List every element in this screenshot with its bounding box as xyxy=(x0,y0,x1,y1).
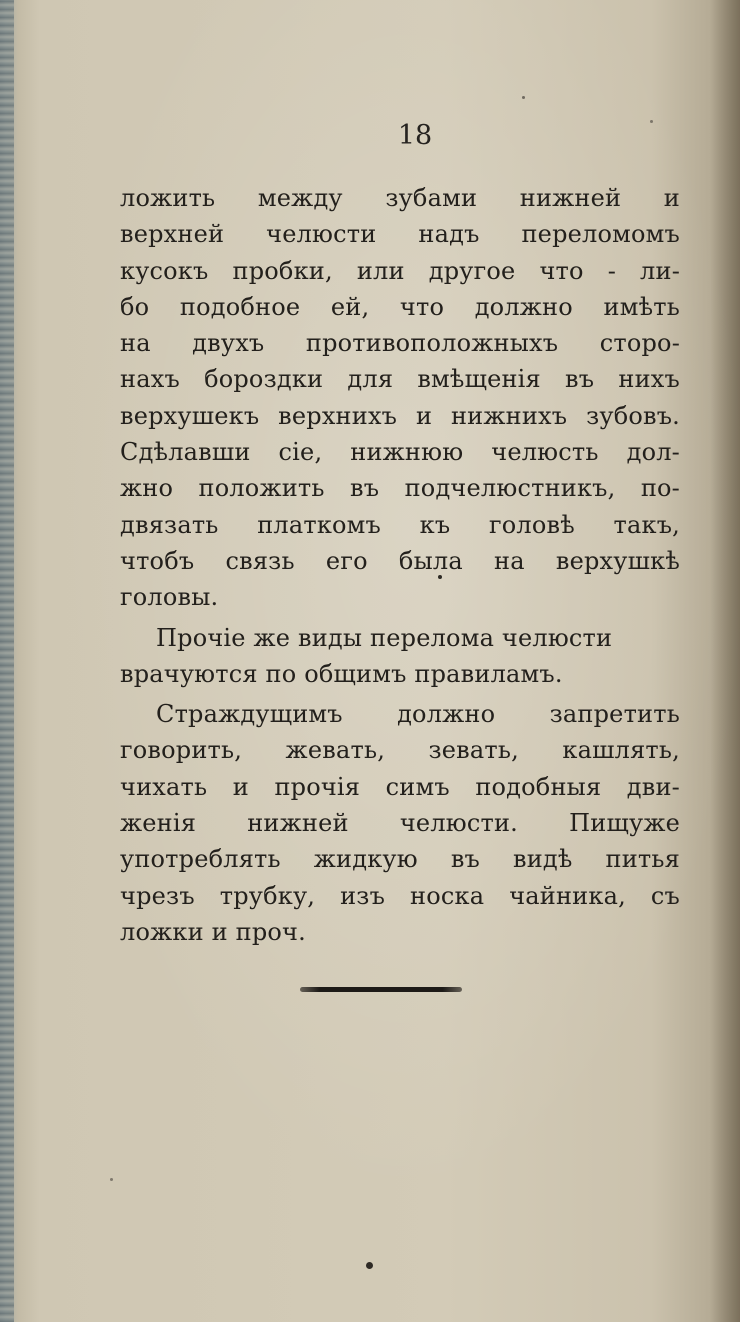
text-line: жно положить въ подчелюстникъ, по- xyxy=(120,474,680,503)
text-line: верхушекъ верхнихъ и нижнихъ зубовъ. xyxy=(120,401,680,430)
ink-speck xyxy=(438,575,442,579)
text-line: употреблять жидкую въ видѣ питья xyxy=(120,845,680,874)
text-line: Сдѣлавши сіе, нижнюю челюсть дол- xyxy=(120,438,680,467)
text-line: кусокъ пробки, или другое что - ли- xyxy=(120,256,680,285)
text-line: на двухъ противоположныхъ сторо- xyxy=(120,329,680,358)
end-rule-divider xyxy=(300,987,462,992)
ink-speck xyxy=(650,120,653,123)
text-line: говорить, жевать, зевать, кашлять, xyxy=(120,736,680,765)
paragraph-start-line: Страждущимъ должно запретить xyxy=(156,700,680,729)
text-line: двязать платкомъ къ головѣ такъ, xyxy=(120,510,680,539)
text-line: чрезъ трубку, изъ носка чайника, съ xyxy=(120,881,680,910)
page-edge-shadow xyxy=(710,0,740,1322)
text-line: врачуются по общимъ правиламъ. xyxy=(120,659,563,688)
text-line: головы. xyxy=(120,583,219,612)
paragraph-start-line: Прочіе же виды перелома челюсти xyxy=(156,623,613,652)
ink-speck xyxy=(522,96,525,99)
text-line: верхней челюсти надъ переломомъ xyxy=(120,220,680,249)
text-line: ложить между зубами нижней и xyxy=(120,184,680,212)
text-line: женія нижней челюсти. Пищуже xyxy=(120,809,680,838)
binding-edge xyxy=(0,0,14,1322)
ink-speck xyxy=(366,1262,373,1269)
page-number: 18 xyxy=(397,120,433,151)
text-line: чихать и прочія симъ подобныя дви- xyxy=(120,772,680,801)
text-line: нахъ бороздки для вмѣщенія въ нихъ xyxy=(120,365,680,394)
text-line: бо подобное ей, что должно имѣть xyxy=(120,292,680,321)
text-line: чтобъ связь его была на верхушкѣ xyxy=(120,546,680,575)
ink-speck xyxy=(110,1178,113,1181)
body-text xyxy=(120,180,680,950)
text-line: ложки и проч. xyxy=(120,917,306,946)
